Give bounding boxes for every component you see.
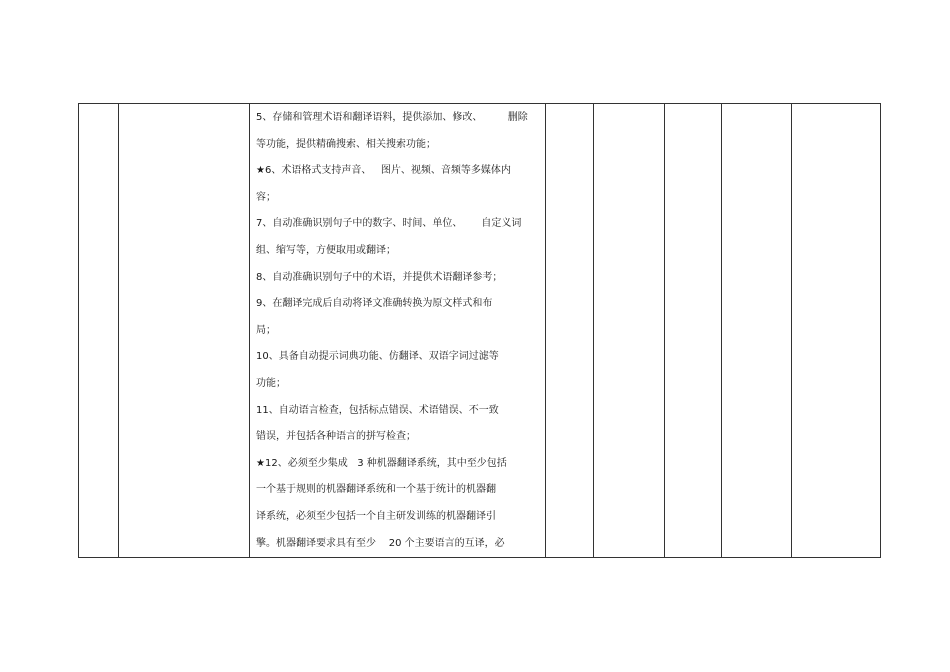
requirements-cell bbox=[250, 104, 546, 558]
item-name-cell bbox=[119, 104, 250, 558]
requirement-line: ★6、术语格式支持声音、 图片、视频、音频等多媒体内 bbox=[256, 165, 511, 177]
requirement-line: 8、自动准确识别句子中的术语，并提供术语翻译参考； bbox=[256, 271, 503, 283]
spec-table bbox=[78, 103, 881, 558]
requirement-line: 擎。机器翻译要求具有至少 20 个主要语言的互译，必 bbox=[256, 537, 505, 549]
requirement-line: 等功能，提供精确搜索、相关搜索功能； bbox=[256, 138, 436, 150]
requirement-line: 组、缩写等，方便取用或翻译； bbox=[256, 244, 396, 256]
requirement-line: ★12、必须至少集成 3 种机器翻译系统，其中至少包括 bbox=[256, 457, 507, 469]
empty-cell bbox=[792, 104, 881, 558]
empty-cell bbox=[546, 104, 594, 558]
index-cell bbox=[79, 104, 119, 558]
requirement-line: 5、存储和管理术语和翻译语料，提供添加、修改、 删除 bbox=[256, 112, 528, 123]
requirement-line: 一个基于规则的机器翻译系统和一个基于统计的机器翻 bbox=[256, 484, 496, 496]
empty-cell bbox=[594, 104, 665, 558]
requirement-line: 11、自动语言检查，包括标点错误、术语错误、不一致 bbox=[256, 404, 499, 416]
requirement-line: 10、具备自动提示词典功能、仿翻译、双语字词过滤等 bbox=[256, 351, 499, 363]
requirement-line: 容； bbox=[256, 191, 276, 203]
requirements-text bbox=[256, 104, 541, 557]
requirement-line: 局； bbox=[256, 324, 276, 336]
requirement-line: 错误，并包括各种语言的拼写检查； bbox=[256, 431, 416, 443]
requirement-line: 功能； bbox=[256, 377, 286, 389]
requirement-line: 9、在翻译完成后自动将译文准确转换为原文样式和布 bbox=[256, 298, 493, 310]
requirement-line: 译系统，必须至少包括一个自主研发训练的机器翻译引 bbox=[256, 510, 496, 522]
empty-cell bbox=[665, 104, 722, 558]
empty-cell bbox=[722, 104, 792, 558]
table-row bbox=[79, 104, 881, 558]
requirement-line: 7、自动准确识别句子中的数字、时间、单位、 自定义词 bbox=[256, 218, 522, 230]
